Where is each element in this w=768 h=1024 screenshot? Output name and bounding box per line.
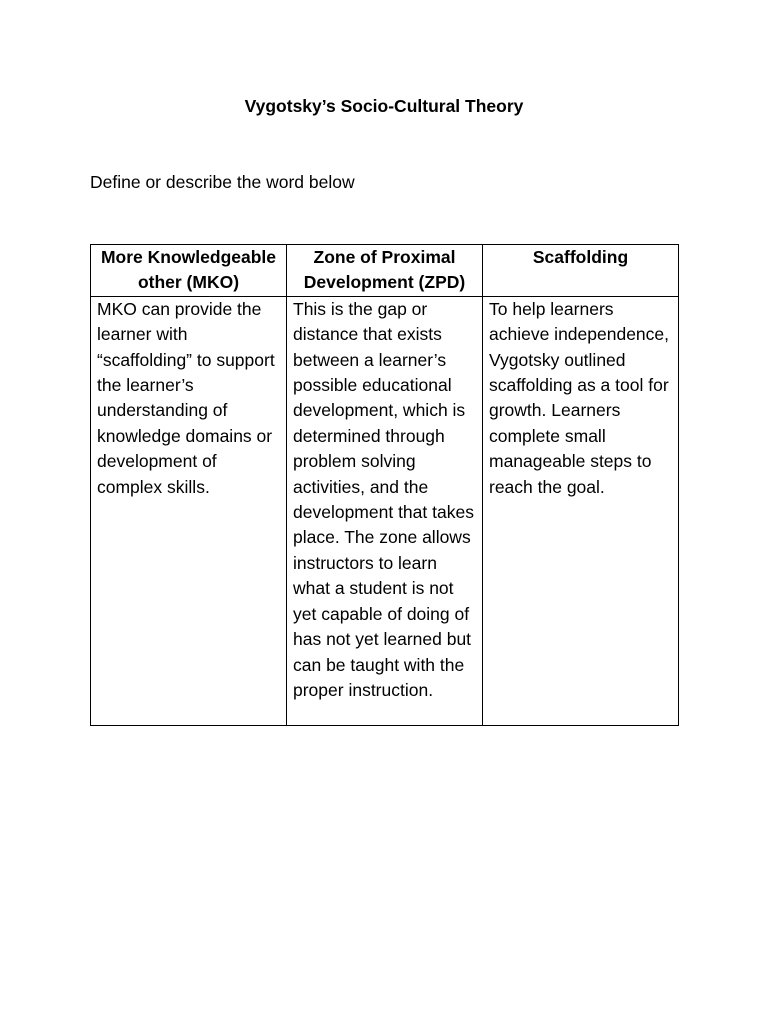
instruction-text: Define or describe the word below <box>90 172 355 192</box>
header-scaffolding: Scaffolding <box>483 245 679 297</box>
page-title: Vygotsky’s Socio-Cultural Theory <box>244 96 524 116</box>
cell-mko-definition: MKO can provide the learner with “scaffolding” to support the learner’s understanding of knowledge domains or development of complex skills. <box>91 296 287 725</box>
header-mko: More Knowledgeable other (MKO) <box>91 245 287 297</box>
table-row <box>91 296 679 725</box>
cell-zpd-definition: This is the gap or distance that exists between a learner’s possible educational development, which is determined through problem solving activities, and the development that takes place. The zone allows instructors to learn what a student is not yet capable of doing of has not yet learned but can be taught with the proper instruction. <box>287 296 483 725</box>
header-zpd: Zone of Proximal Development (ZPD) <box>287 245 483 297</box>
definition-table <box>90 244 679 726</box>
table-header-row <box>91 245 679 297</box>
cell-scaffolding-definition: To help learners achieve independence, Vygotsky outlined scaffolding as a tool for growth. Learners complete small manageable steps to reach the goal. <box>483 296 679 725</box>
